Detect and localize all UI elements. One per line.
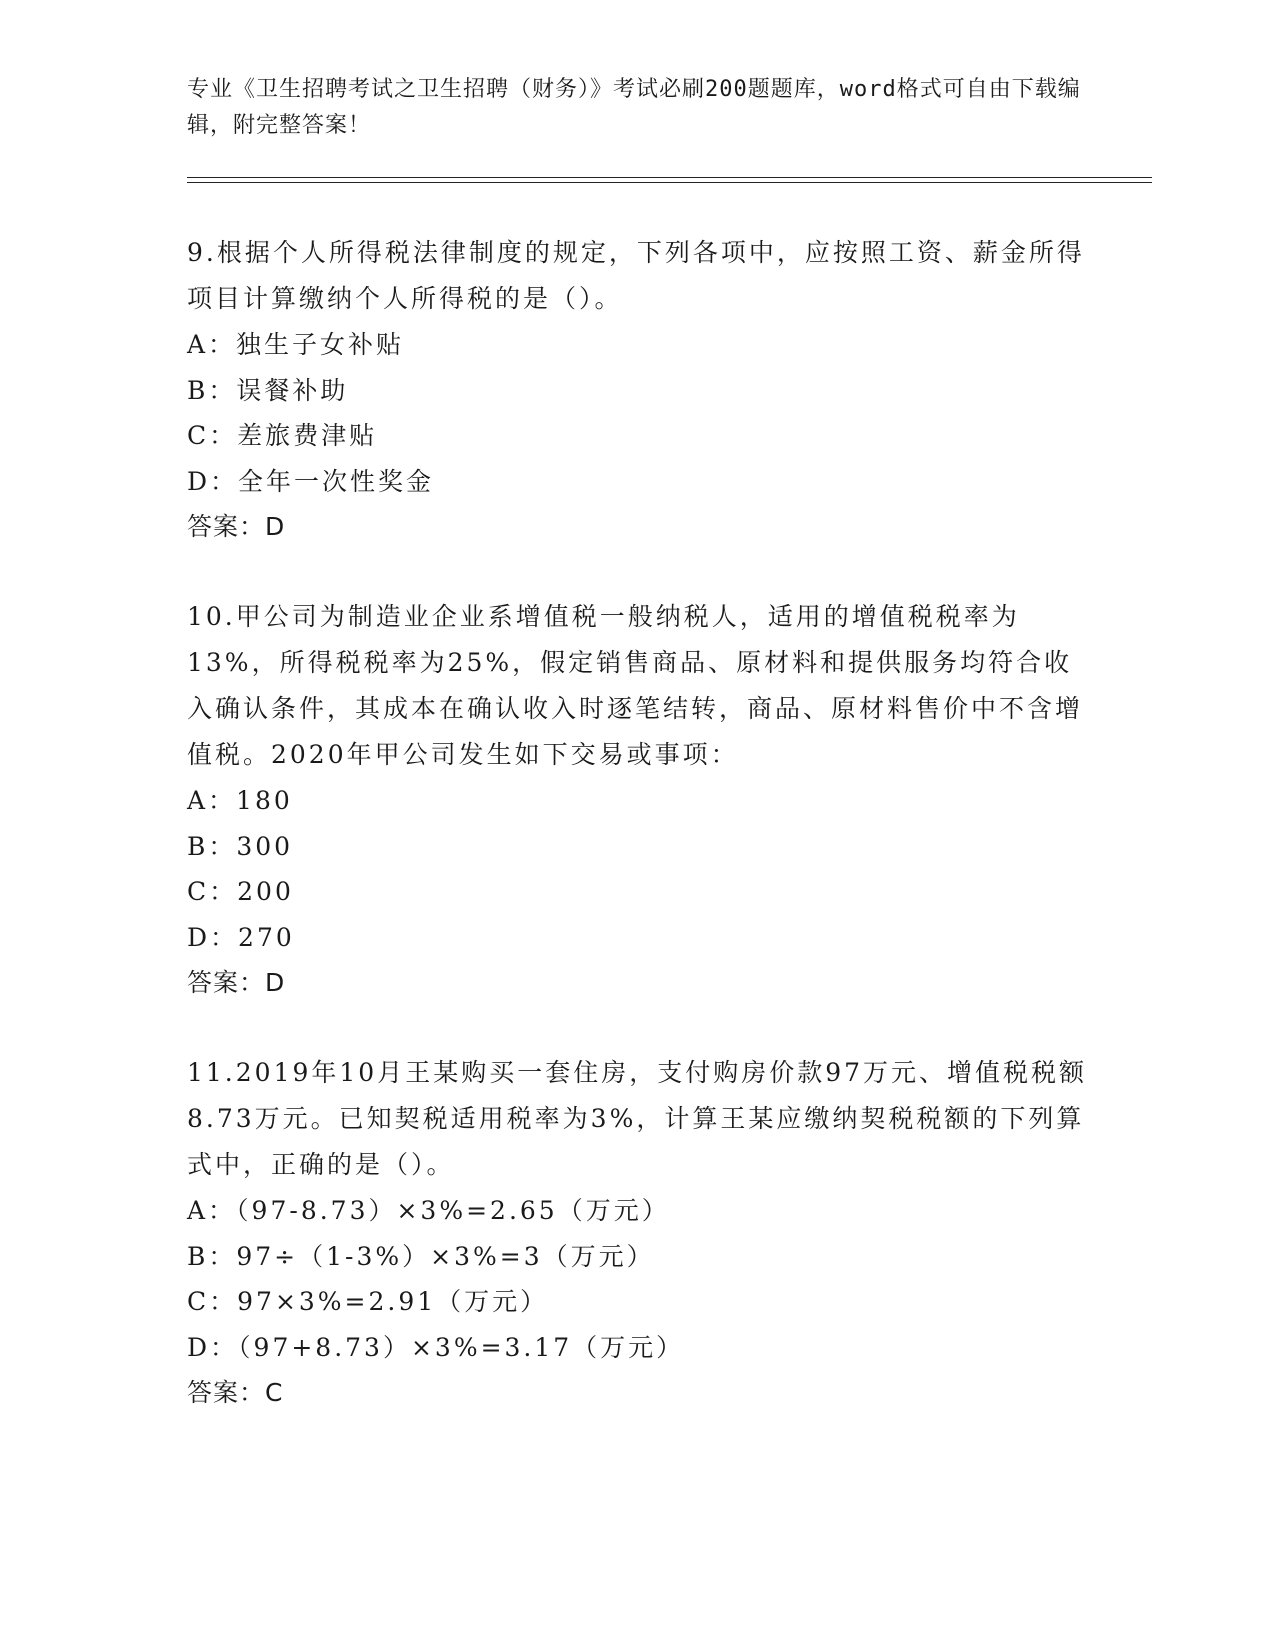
option-c: C：200 bbox=[187, 877, 294, 906]
question-stem: 11.2019年10月王某购买一套住房，支付购房价款97万元、增值税税额8.73万元。已知契税适用税率为3%，计算王某应缴纳契税税额的下列算式中，正确的是（）。 bbox=[187, 1058, 1088, 1179]
question-11 bbox=[187, 1050, 1087, 1416]
option-a: A：180 bbox=[187, 786, 293, 815]
option-d: D：270 bbox=[187, 922, 295, 952]
answer-line: 答案：D bbox=[187, 512, 286, 541]
header-divider-top bbox=[187, 177, 1152, 178]
option-c: C：97×3%=2.91（万元） bbox=[187, 1287, 549, 1316]
question-stem: 9.根据个人所得税法律制度的规定，下列各项中，应按照工资、薪金所得项目计算缴纳个人所得税的是（）。 bbox=[187, 238, 1085, 313]
document-header: 专业《卫生招聘考试之卫生招聘（财务）》考试必刷200题题库，word格式可自由下载编辑，附完整答案！ bbox=[187, 77, 1081, 138]
question-stem: 10.甲公司为制造业企业系增值税一般纳税人，适用的增值税税率为13%，所得税税率为25%，假定销售商品、原材料和提供服务均符合收入确认条件，其成本在确认收入时逐笔结转，商品、原材料售价中不含增值税。2020年甲公司发生如下交易或事项： bbox=[187, 602, 1084, 769]
option-a: A：独生子女补贴 bbox=[187, 330, 405, 359]
answer-line: 答案：D bbox=[187, 968, 286, 997]
question-10 bbox=[187, 594, 1087, 1006]
header-divider-bottom bbox=[187, 182, 1152, 183]
option-c: C：差旅费津贴 bbox=[187, 421, 378, 450]
answer-line: 答案：C bbox=[187, 1378, 284, 1407]
option-a: A：（97-8.73）×3%=2.65（万元） bbox=[187, 1196, 670, 1225]
option-b: B：97÷（1-3%）×3%=3（万元） bbox=[187, 1241, 655, 1271]
option-b: B：误餐补助 bbox=[187, 375, 349, 405]
option-d: D：（97+8.73）×3%=3.17（万元） bbox=[187, 1332, 685, 1362]
option-d: D：全年一次性奖金 bbox=[187, 466, 435, 496]
option-b: B：300 bbox=[187, 831, 294, 861]
question-9 bbox=[187, 230, 1087, 550]
